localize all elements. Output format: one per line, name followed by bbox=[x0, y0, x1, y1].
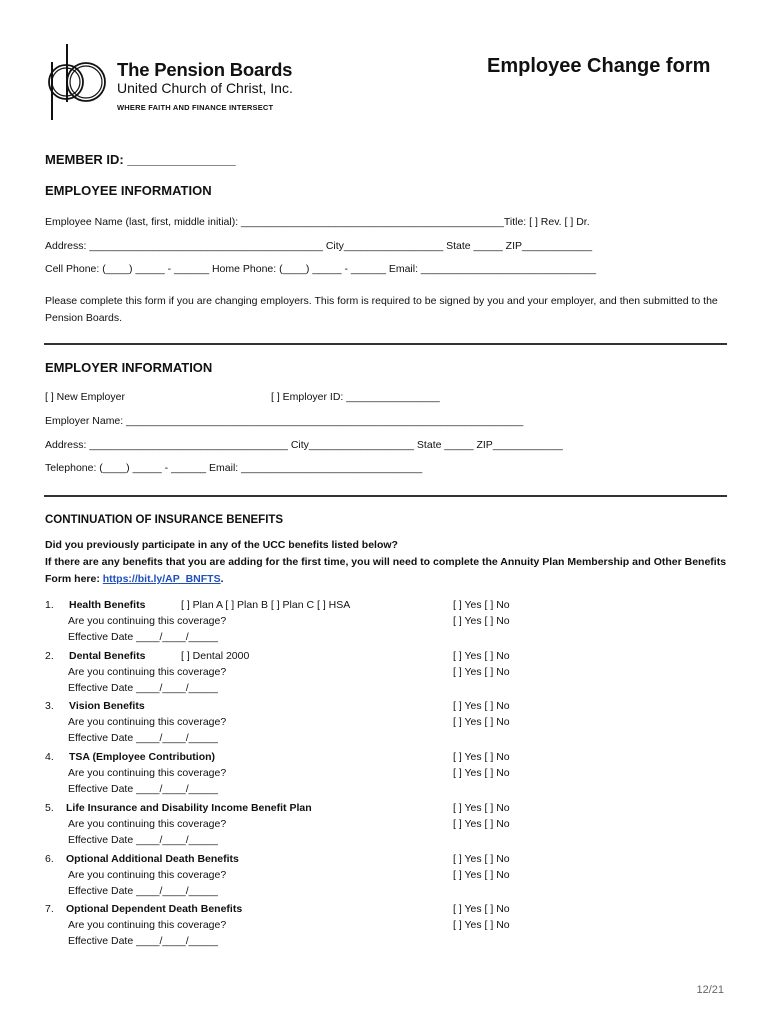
continue-coverage-yes-no[interactable]: [ ] Yes [ ] No bbox=[453, 869, 510, 881]
participated-yes-no[interactable]: [ ] Yes [ ] No bbox=[453, 802, 510, 814]
employee-section-heading: EMPLOYEE INFORMATION bbox=[45, 183, 212, 198]
benefit-name: Life Insurance and Disability Income Benefit Plan bbox=[66, 802, 312, 814]
continue-coverage-yes-no[interactable]: [ ] Yes [ ] No bbox=[453, 919, 510, 931]
insurance-instructions-end: . bbox=[220, 573, 224, 585]
continue-coverage-yes-no[interactable]: [ ] Yes [ ] No bbox=[453, 666, 510, 678]
benefit-name: Optional Additional Death Benefits bbox=[66, 853, 239, 865]
participated-yes-no[interactable]: [ ] Yes [ ] No bbox=[453, 700, 510, 712]
page-code: 12/21 bbox=[696, 984, 724, 996]
continue-coverage-question: Are you continuing this coverage? bbox=[68, 919, 227, 931]
participated-yes-no[interactable]: [ ] Yes [ ] No bbox=[453, 650, 510, 662]
effective-date-field[interactable]: Effective Date ____/____/_____ bbox=[68, 834, 218, 846]
employee-phone-field[interactable]: Cell Phone: (____) _____ - ______ Home Phone: (____) _____ - ______ Email: ______________________________ bbox=[45, 263, 597, 275]
benefit-name: Optional Dependent Death Benefits bbox=[66, 903, 243, 915]
benefit-number: 4. bbox=[45, 751, 54, 763]
effective-date-field[interactable]: Effective Date ____/____/_____ bbox=[68, 783, 218, 795]
section-divider bbox=[44, 495, 727, 497]
logo-tagline: WHERE FAITH AND FINANCE INTERSECT bbox=[117, 103, 274, 112]
form-title: Employee Change form bbox=[487, 55, 711, 77]
employer-address-field[interactable]: Address: __________________________________ City__________________ State _____ ZIP____________ bbox=[45, 439, 563, 451]
continue-coverage-yes-no[interactable]: [ ] Yes [ ] No bbox=[453, 716, 510, 728]
continue-coverage-question: Are you continuing this coverage? bbox=[68, 666, 227, 678]
insurance-instructions-text: If there are any benefits that you are adding for the first time, you will need to complete the Annuity Plan Membership and Other Benefits Form here: bbox=[45, 556, 727, 585]
benefits-form-link[interactable]: https://bit.ly/AP_BNFTS bbox=[102, 573, 221, 585]
employee-name-field[interactable]: Employee Name (last, first, middle initial): _____________________________________________Title: [ ] Rev. [ ] Dr. bbox=[45, 216, 590, 228]
employer-name-field[interactable]: Employer Name: ____________________________________________________________________ bbox=[45, 415, 524, 427]
logo-text bbox=[117, 59, 293, 112]
continue-coverage-question: Are you continuing this coverage? bbox=[68, 767, 227, 779]
instructions-text: Please complete this form if you are changing employers. This form is required to be signed by you and your employer, and then submitted to the Pension Boards. bbox=[45, 295, 718, 324]
employer-phone-field[interactable]: Telephone: (____) _____ - ______ Email: _______________________________ bbox=[45, 462, 423, 474]
benefit-number: 3. bbox=[45, 700, 54, 712]
continue-coverage-question: Are you continuing this coverage? bbox=[68, 615, 227, 627]
participated-yes-no[interactable]: [ ] Yes [ ] No bbox=[453, 599, 510, 611]
benefit-name: Dental Benefits bbox=[69, 650, 146, 662]
continue-coverage-question: Are you continuing this coverage? bbox=[68, 716, 227, 728]
effective-date-field[interactable]: Effective Date ____/____/_____ bbox=[68, 885, 218, 897]
benefit-number: 2. bbox=[45, 650, 54, 662]
section-divider bbox=[44, 343, 727, 345]
benefit-number: 5. bbox=[45, 802, 54, 814]
continue-coverage-yes-no[interactable]: [ ] Yes [ ] No bbox=[453, 615, 510, 627]
insurance-question: Did you previously participate in any of the UCC benefits listed below? bbox=[45, 539, 398, 551]
benefit-name: Vision Benefits bbox=[69, 700, 145, 712]
pension-boards-logo-icon bbox=[42, 44, 110, 120]
logo-name: The Pension Boards bbox=[117, 59, 293, 80]
benefit-number: 6. bbox=[45, 853, 54, 865]
benefit-plan-options[interactable]: [ ] Plan A [ ] Plan B [ ] Plan C [ ] HSA bbox=[181, 599, 351, 611]
employer-section-heading: EMPLOYER INFORMATION bbox=[45, 360, 213, 375]
new-employer-checkbox[interactable]: [ ] New Employer bbox=[45, 391, 125, 403]
effective-date-field[interactable]: Effective Date ____/____/_____ bbox=[68, 732, 218, 744]
insurance-section-heading: CONTINUATION OF INSURANCE BENEFITS bbox=[45, 514, 284, 526]
continue-coverage-question: Are you continuing this coverage? bbox=[68, 818, 227, 830]
effective-date-field[interactable]: Effective Date ____/____/_____ bbox=[68, 631, 218, 643]
benefit-name: TSA (Employee Contribution) bbox=[69, 751, 216, 763]
continue-coverage-yes-no[interactable]: [ ] Yes [ ] No bbox=[453, 767, 510, 779]
employer-id-field[interactable]: [ ] Employer ID: ________________ bbox=[271, 391, 440, 403]
logo-subtitle: United Church of Christ, Inc. bbox=[117, 80, 293, 96]
continue-coverage-yes-no[interactable]: [ ] Yes [ ] No bbox=[453, 818, 510, 830]
insurance-instructions bbox=[45, 554, 735, 588]
benefit-number: 1. bbox=[45, 599, 54, 611]
participated-yes-no[interactable]: [ ] Yes [ ] No bbox=[453, 903, 510, 915]
participated-yes-no[interactable]: [ ] Yes [ ] No bbox=[453, 853, 510, 865]
benefit-plan-options[interactable]: [ ] Dental 2000 bbox=[181, 650, 250, 662]
benefit-name: Health Benefits bbox=[69, 599, 146, 611]
member-id-field[interactable]: MEMBER ID: _______________ bbox=[45, 152, 236, 167]
participated-yes-no[interactable]: [ ] Yes [ ] No bbox=[453, 751, 510, 763]
continue-coverage-question: Are you continuing this coverage? bbox=[68, 869, 227, 881]
employee-address-field[interactable]: Address: ________________________________________ City_________________ State _____ ZIP____________ bbox=[45, 240, 593, 252]
effective-date-field[interactable]: Effective Date ____/____/_____ bbox=[68, 935, 218, 947]
effective-date-field[interactable]: Effective Date ____/____/_____ bbox=[68, 682, 218, 694]
benefit-number: 7. bbox=[45, 903, 54, 915]
